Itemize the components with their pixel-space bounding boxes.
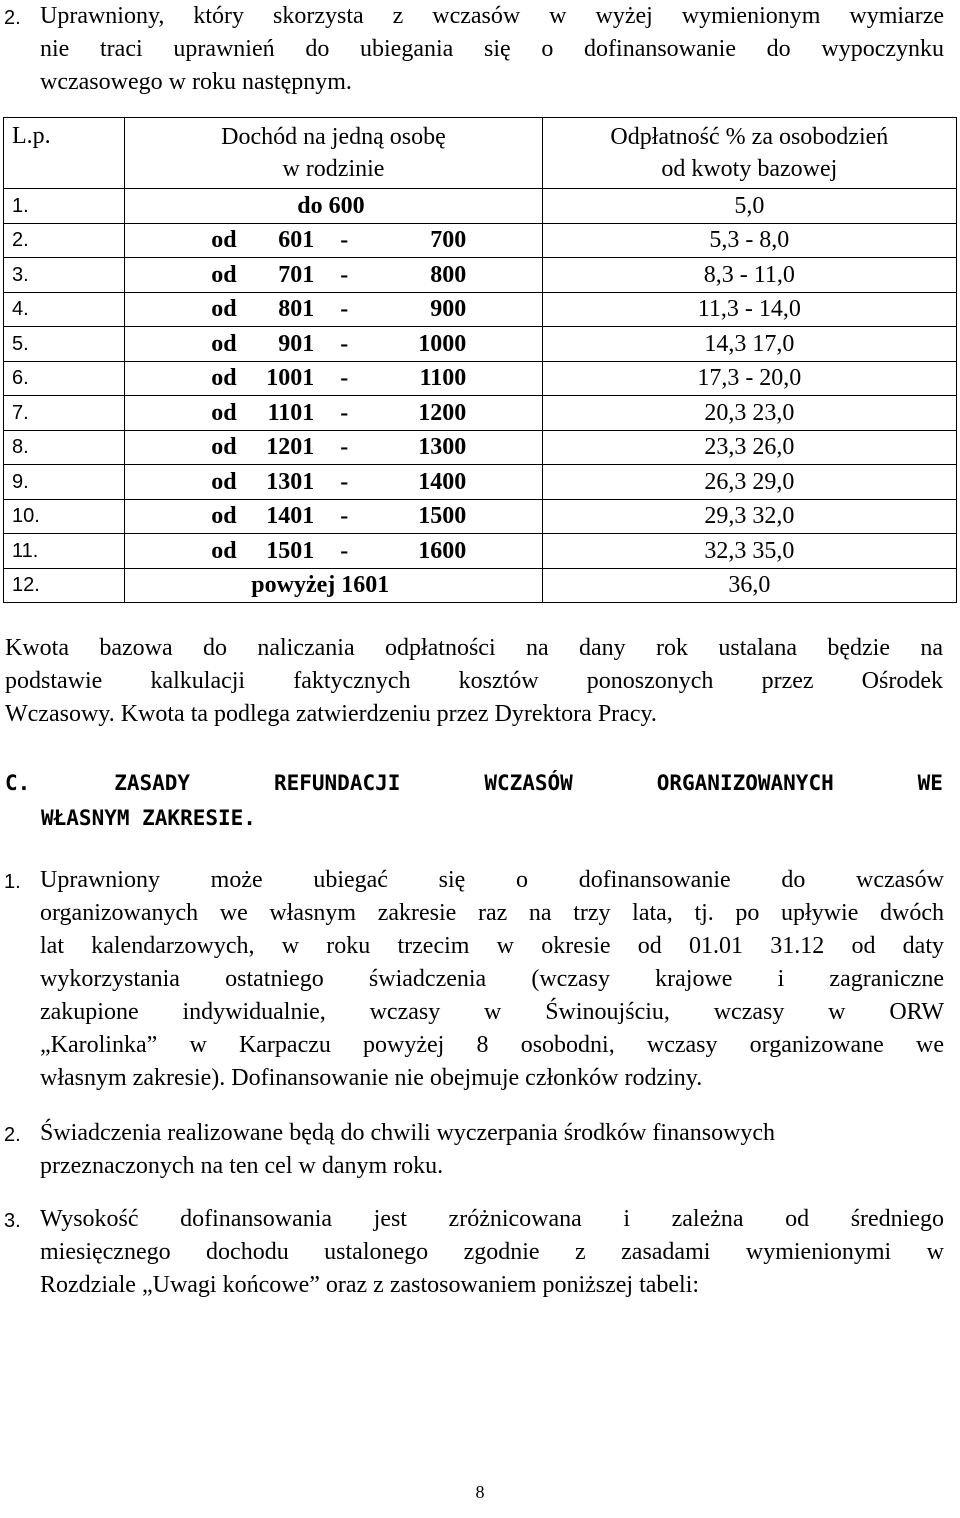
row-income — [125, 465, 542, 500]
row-percent: 36,0 — [542, 568, 956, 603]
row-percent: 11,3 - 14,0 — [542, 292, 956, 327]
text-line: wykorzystania ostatniego świadczenia (wczasy krajowe i zagraniczne — [40, 966, 944, 992]
income-dash: - — [340, 537, 349, 564]
row-percent: 32,3 35,0 — [542, 534, 956, 569]
table-row — [4, 499, 957, 534]
income-od: od — [211, 503, 237, 530]
heading-word: ORGANIZOWANYCH — [656, 771, 834, 795]
row-percent: 5,3 - 8,0 — [542, 223, 956, 258]
income-from: 1501 — [266, 537, 315, 564]
item-number: 3. — [4, 1210, 21, 1232]
income-to: 1400 — [418, 468, 467, 495]
heading-word: ZASADY — [114, 771, 191, 795]
text-line: własnym zakresie). Dofinansowanie nie obejmuje członków rodziny. — [40, 1065, 703, 1091]
income-dash: - — [340, 468, 349, 495]
income-od: od — [211, 296, 237, 323]
header-lp: L.p. — [4, 118, 125, 189]
income-dash: - — [340, 434, 349, 461]
income-dash: - — [340, 399, 349, 426]
income-from: 601 — [278, 227, 315, 254]
row-percent: 29,3 32,0 — [542, 499, 956, 534]
income-od: od — [211, 434, 237, 461]
income-to: 1600 — [418, 537, 467, 564]
income-to: 1300 — [418, 434, 467, 461]
heading-line2: WŁASNYM ZAKRESIE. — [41, 806, 256, 830]
text-line: „Karolinka” w Karpaczu powyżej 8 osobodni, wczasy organizowane we — [40, 1032, 944, 1058]
text-line: wczasowego w roku następnym. — [40, 69, 352, 95]
income-od: od — [211, 468, 237, 495]
row-income — [125, 258, 542, 293]
text-line: zakupione indywidualnie, wczasy w Świnoujściu, wczasy w ORW — [40, 999, 944, 1025]
row-lp: 11. — [4, 534, 125, 569]
section-c-item-1 — [4, 864, 944, 1095]
row-income — [125, 223, 542, 258]
income-to: 1200 — [418, 399, 467, 426]
table-header-row — [4, 118, 957, 189]
row-lp: 6. — [4, 361, 125, 396]
row-lp: 7. — [4, 396, 125, 431]
text-line: Rozdziale „Uwagi końcowe” oraz z zastosowaniem poniższej tabeli: — [40, 1272, 700, 1298]
text-line: organizowanych we własnym zakresie raz na trzy lata, tj. po upływie dwóch — [40, 900, 944, 926]
income-from: 1201 — [266, 434, 315, 461]
income-dash: - — [340, 261, 349, 288]
income-from: 901 — [278, 330, 315, 357]
row-income — [125, 396, 542, 431]
income-from: 1101 — [267, 399, 315, 426]
row-lp: 2. — [4, 223, 125, 258]
text-line: Świadczenia realizowane będą do chwili wyczerpania środków finansowych — [40, 1120, 776, 1146]
row-lp: 3. — [4, 258, 125, 293]
text-line: Kwota bazowa do naliczania odpłatności na dany rok ustalana będzie na — [5, 635, 943, 661]
row-lp: 12. — [4, 568, 125, 603]
row-income — [125, 499, 542, 534]
income-to: 800 — [430, 261, 467, 288]
row-lp: 10. — [4, 499, 125, 534]
income-od: od — [211, 537, 237, 564]
header-percent-line1: Odpłatność % za osobodzień — [610, 124, 889, 150]
header-percent-line2: od kwoty bazowej — [661, 156, 838, 182]
row-income — [125, 361, 542, 396]
rates-table — [3, 117, 957, 603]
income-dash: - — [340, 330, 349, 357]
paragraph-2 — [4, 0, 944, 99]
row-percent: 14,3 17,0 — [542, 327, 956, 362]
income-single: do 600 — [297, 192, 365, 219]
text-line: przeznaczonych na ten cel w danym roku. — [40, 1153, 444, 1179]
table-row — [4, 465, 957, 500]
heading-word: WCZASÓW — [484, 771, 573, 795]
section-c-item-2 — [4, 1117, 944, 1183]
section-c-item-3 — [4, 1203, 944, 1302]
row-income — [125, 568, 542, 603]
table-row — [4, 327, 957, 362]
row-income — [125, 534, 542, 569]
income-to: 1100 — [419, 365, 467, 392]
income-dash: - — [340, 503, 349, 530]
row-income — [125, 189, 542, 224]
header-income-line2: w rodzinie — [282, 156, 385, 182]
income-from: 701 — [278, 261, 315, 288]
table-row — [4, 430, 957, 465]
income-to: 1500 — [418, 503, 467, 530]
header-income — [125, 118, 542, 189]
table-row — [4, 189, 957, 224]
row-percent: 17,3 - 20,0 — [542, 361, 956, 396]
income-od: od — [211, 227, 237, 254]
income-od: od — [211, 399, 237, 426]
heading-word: WE — [917, 771, 943, 795]
text-line: Uprawniony może ubiegać się o dofinansowanie do wczasów — [40, 867, 944, 893]
header-income-line1: Dochód na jedną osobę — [221, 124, 446, 150]
section-letter: C. — [5, 771, 31, 795]
table-row — [4, 292, 957, 327]
text-line: Wczasowy. Kwota ta podlega zatwierdzeniu przez Dyrektora Pracy. — [5, 701, 657, 727]
income-single: powyżej 1601 — [251, 572, 390, 599]
heading-word: REFUNDACJI — [273, 771, 401, 795]
table-row — [4, 361, 957, 396]
income-from: 1401 — [266, 503, 315, 530]
text-line: Uprawniony, który skorzysta z wczasów w wyżej wymienionym wymiarze — [40, 3, 944, 29]
text-line: podstawie kalkulacji faktycznych kosztów ponoszonych przez Ośrodek — [5, 668, 943, 694]
text-line: nie traci uprawnień do ubiegania się o dofinansowanie do wypoczynku — [40, 36, 944, 62]
income-dash: - — [340, 227, 349, 254]
table-row — [4, 568, 957, 603]
row-percent: 5,0 — [542, 189, 956, 224]
income-from: 1301 — [266, 468, 315, 495]
table-row — [4, 534, 957, 569]
income-to: 900 — [430, 296, 467, 323]
item-number: 2. — [4, 1124, 21, 1146]
section-c-heading — [5, 766, 943, 836]
row-percent: 23,3 26,0 — [542, 430, 956, 465]
row-income — [125, 327, 542, 362]
row-percent: 8,3 - 11,0 — [542, 258, 956, 293]
text-line: Wysokość dofinansowania jest zróżnicowana i zależna od średniego — [40, 1206, 944, 1232]
income-to: 1000 — [418, 330, 467, 357]
row-income — [125, 430, 542, 465]
row-lp: 5. — [4, 327, 125, 362]
income-od: od — [211, 330, 237, 357]
paragraph-number: 2. — [4, 7, 21, 29]
page-number: 8 — [475, 1482, 485, 1502]
header-percent — [542, 118, 956, 189]
row-lp: 9. — [4, 465, 125, 500]
row-lp: 4. — [4, 292, 125, 327]
income-to: 700 — [430, 227, 467, 254]
table-row — [4, 258, 957, 293]
row-lp: 1. — [4, 189, 125, 224]
income-od: od — [211, 365, 237, 392]
base-amount-paragraph — [5, 632, 943, 731]
table-row — [4, 223, 957, 258]
income-od: od — [211, 261, 237, 288]
income-from: 801 — [278, 296, 315, 323]
text-line: lat kalendarzowych, w roku trzecim w okresie od 01.01 31.12 od daty — [40, 933, 944, 959]
income-dash: - — [340, 365, 349, 392]
row-lp: 8. — [4, 430, 125, 465]
income-from: 1001 — [266, 365, 315, 392]
text-line: miesięcznego dochodu ustalonego zgodnie z zasadami wymienionymi w — [40, 1239, 944, 1265]
row-percent: 20,3 23,0 — [542, 396, 956, 431]
table-row — [4, 396, 957, 431]
row-income — [125, 292, 542, 327]
row-percent: 26,3 29,0 — [542, 465, 956, 500]
income-dash: - — [340, 296, 349, 323]
item-number: 1. — [4, 871, 21, 893]
